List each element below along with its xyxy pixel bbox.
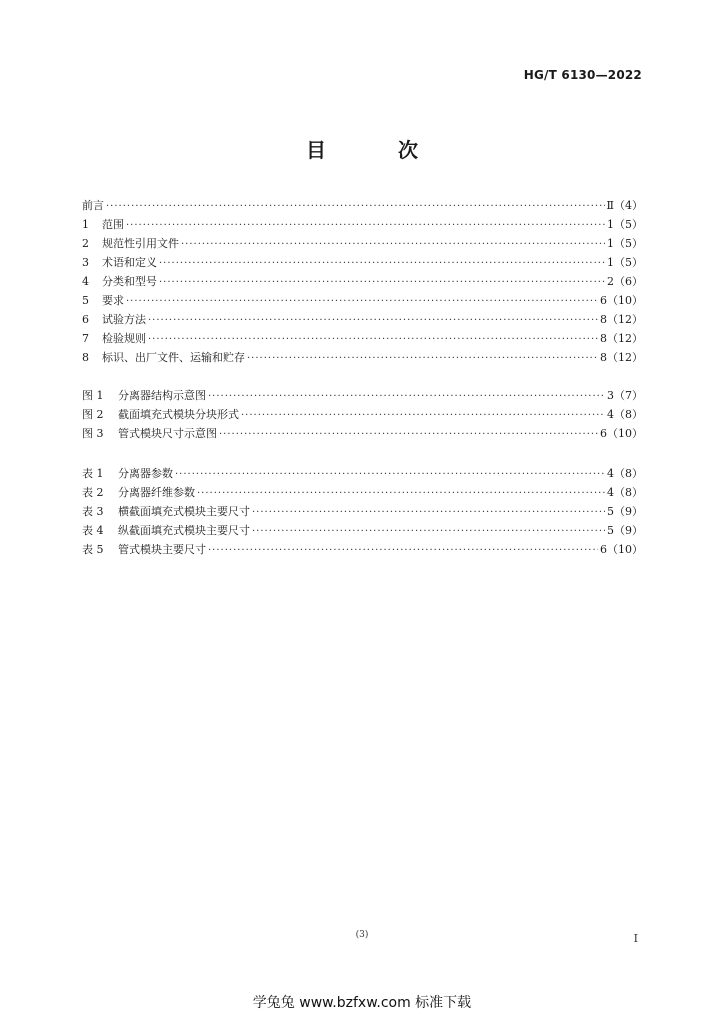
toc-entry-number: 图 3 [82,427,104,440]
dot-leader [197,484,605,503]
toc-entry-classification[interactable] [82,272,643,291]
toc-entry-table-5[interactable] [82,540,643,559]
toc-entry-foreword[interactable] [82,196,643,215]
toc-entry-page: 8（12） [600,332,643,345]
toc-entry-page: 8（12） [600,351,643,364]
toc-entry-page: 1（5） [607,256,643,269]
toc-entry-number: 表 3 [82,505,104,518]
toc-figures [82,386,643,443]
toc-entry-number: 表 4 [82,524,104,537]
dot-leader [241,406,605,425]
toc-entry-number: 6 [82,313,89,326]
toc-entry-inspection-rules[interactable] [82,329,643,348]
toc-entry-figure-3[interactable] [82,424,643,443]
toc-entry-table-2[interactable] [82,483,643,502]
toc-entry-number: 4 [82,275,89,288]
toc-entry-label: 分离器纤维参数 [118,486,195,499]
toc-entry-label: 纵截面填充式模块主要尺寸 [118,524,250,537]
toc-entry-page: 5（9） [607,524,643,537]
toc-entry-label: 前言 [82,199,104,212]
dot-leader [252,522,605,541]
standard-number: HG/T 6130—2022 [523,68,642,82]
toc-entry-number: 图 2 [82,408,104,421]
dot-leader [126,216,605,235]
toc-entry-number: 5 [82,294,89,307]
toc-entry-page: 6（10） [600,294,643,307]
toc-entry-table-3[interactable] [82,502,643,521]
toc-entry-label: 试验方法 [102,313,146,326]
toc-entry-number: 表 5 [82,543,104,556]
toc-entry-figure-2[interactable] [82,405,643,424]
toc-entry-page: 6（10） [600,543,643,556]
toc-entry-normative-references[interactable] [82,234,643,253]
watermark-text: 学兔兔 www.bzfxw.com 标准下载 [252,995,472,1011]
toc-entry-terms[interactable] [82,253,643,272]
toc-entry-page: 8（12） [600,313,643,326]
dot-leader [219,425,598,444]
toc-entry-page: 6（10） [600,427,643,440]
dot-leader [208,541,598,560]
toc-entry-label: 检验规则 [102,332,146,345]
toc-entry-label: 横截面填充式模块主要尺寸 [118,505,250,518]
dot-leader [175,465,605,484]
dot-leader [159,254,605,273]
toc-entry-number: 3 [82,256,89,269]
dot-leader [159,273,605,292]
toc-entry-label: 管式模块主要尺寸 [118,543,206,556]
toc-entry-page: 1（5） [607,237,643,250]
toc-entry-page: 4（8） [607,486,643,499]
dot-leader [181,235,605,254]
toc-entry-number: 7 [82,332,89,345]
toc-entry-table-4[interactable] [82,521,643,540]
toc-entry-label: 分离器结构示意图 [118,389,206,402]
toc-entry-label: 分类和型号 [102,275,157,288]
dot-leader [148,311,598,330]
toc-entry-label: 术语和定义 [102,256,157,269]
footer-roman-page: Ⅰ [633,932,638,945]
toc-entry-page: 4（8） [607,467,643,480]
page-title: 目 次 [306,138,444,162]
toc-entry-label: 要求 [102,294,124,307]
toc-chapters [82,196,643,367]
toc-tables [82,464,643,559]
toc-entry-test-methods[interactable] [82,310,643,329]
toc-entry-label: 规范性引用文件 [102,237,179,250]
dot-leader [106,197,605,216]
toc-entry-label: 范围 [102,218,124,231]
dot-leader [208,387,605,406]
dot-leader [247,349,598,368]
footer-page-number: (3) [355,930,369,940]
toc-entry-number: 图 1 [82,389,104,402]
toc-entry-number: 表 1 [82,467,104,480]
toc-entry-scope[interactable] [82,215,643,234]
toc-entry-label: 分离器参数 [118,467,173,480]
toc-entry-label: 截面填充式模块分块形式 [118,408,239,421]
toc-entry-label: 标识、出厂文件、运输和贮存 [102,351,245,364]
toc-entry-page: 4（8） [607,408,643,421]
toc-entry-requirements[interactable] [82,291,643,310]
toc-entry-figure-1[interactable] [82,386,643,405]
toc-entry-number: 1 [82,218,89,231]
toc-entry-marking-storage[interactable] [82,348,643,367]
toc-entry-number: 8 [82,351,89,364]
dot-leader [126,292,598,311]
toc-entry-page: Ⅱ（4） [606,199,643,212]
toc-entry-page: 1（5） [607,218,643,231]
dot-leader [148,330,598,349]
toc-entry-number: 表 2 [82,486,104,499]
toc-entry-table-1[interactable] [82,464,643,483]
toc-entry-label: 管式模块尺寸示意图 [118,427,217,440]
toc-entry-number: 2 [82,237,89,250]
dot-leader [252,503,605,522]
toc-entry-page: 5（9） [607,505,643,518]
toc-entry-page: 2（6） [607,275,643,288]
toc-entry-page: 3（7） [607,389,643,402]
